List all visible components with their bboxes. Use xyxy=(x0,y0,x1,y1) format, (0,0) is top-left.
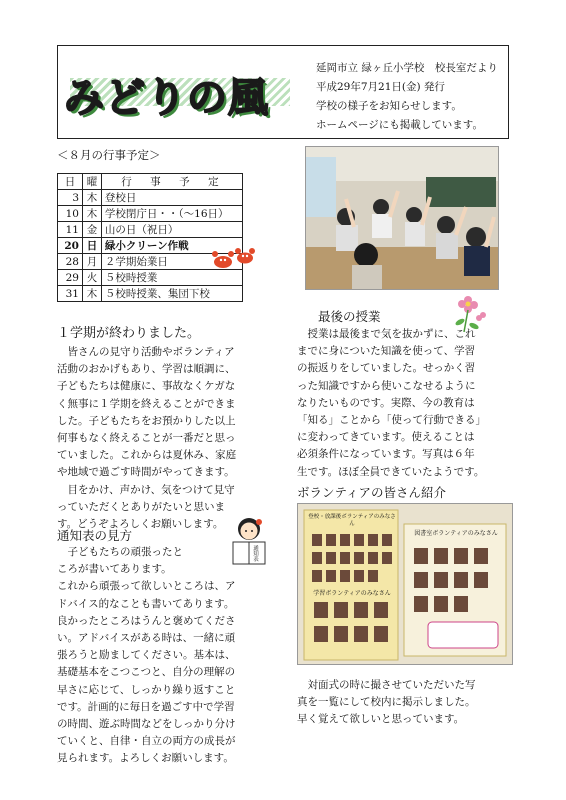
cell-event: ２学期始業日 xyxy=(101,254,242,270)
cell-event: 緑小クリーン作戦 xyxy=(101,238,242,254)
article-title: １学期が終わりました。 xyxy=(57,326,201,341)
text-line: 基礎基本をこつこつと、自分の理解の xyxy=(57,666,236,679)
text-line: 見られます。よろしくお願いします。 xyxy=(57,752,234,765)
text-line: に変わってきています。使えることは xyxy=(297,431,475,444)
text-line: 「知る」ことから「使って行動できる」 xyxy=(297,414,486,427)
col-header-dow: 曜 xyxy=(83,174,102,190)
text-line: や地域で過ごす時間がやってきます。 xyxy=(57,466,235,479)
text-line: 真を一覧にして校内に掲示しました。 xyxy=(297,696,476,709)
article-body xyxy=(297,677,511,729)
text-line: 目をかけ、声かけ、気をつけて見守 xyxy=(57,483,235,496)
cell-dow: 日 xyxy=(83,238,102,254)
table-row xyxy=(58,190,243,206)
crab-icon xyxy=(210,246,258,272)
text-line: った知識ですから使いこなせるように xyxy=(297,379,476,392)
cell-day: 10 xyxy=(58,206,83,222)
text-line: なりたいものです。実際、今の教育は xyxy=(297,396,475,409)
cell-day: 3 xyxy=(58,190,83,206)
article-body xyxy=(57,544,271,768)
text-line: っていただくとありがたいと思いま xyxy=(57,500,225,513)
text-line: ていました。これからは夏休み、家庭 xyxy=(57,449,237,462)
text-line: 早さに応じて、しっかり繰り返すこと xyxy=(57,683,236,696)
school-name: 延岡市立 緑ヶ丘小学校 校長室だより xyxy=(316,62,498,74)
table-row xyxy=(58,206,243,222)
article-body xyxy=(57,344,271,533)
cell-day: 11 xyxy=(58,222,83,238)
text-line: 生です。ほぼ全員できていたようです。 xyxy=(297,465,485,478)
cell-day: 31 xyxy=(58,286,83,302)
text-line: した。子どもたちをお預かりした以上 xyxy=(57,414,236,427)
cell-dow: 金 xyxy=(83,222,102,238)
volunteer-poster-photo xyxy=(297,503,513,665)
poster-caption: 登校・放課後ボランティアのみなさん xyxy=(308,514,396,527)
cell-dow: 木 xyxy=(83,286,102,302)
cell-dow: 木 xyxy=(83,190,102,206)
text-line: 対面式の時に撮させていただいた写 xyxy=(297,679,476,691)
cell-day: 29 xyxy=(58,270,83,286)
schedule-table xyxy=(57,173,243,302)
poster-caption: 学習ボランティアのみなさん xyxy=(313,590,391,597)
text-line: 皆さんの見守り活動やボランティア xyxy=(57,346,235,358)
article-title: ボランティアの皆さん紹介 xyxy=(297,485,447,500)
text-line: 授業は最後まで気を抜かずに、これ xyxy=(297,328,476,340)
masthead-title: みどりの風 xyxy=(64,75,269,121)
text-line: 張ろうと励ましてください。基本は、 xyxy=(57,649,236,662)
col-header-day: 日 xyxy=(58,174,83,190)
article-body xyxy=(297,326,511,481)
cell-dow: 木 xyxy=(83,206,102,222)
text-line: 必須条件になっています。写真は６年 xyxy=(297,448,475,461)
text-line: す。どうぞよろしくお願いします。 xyxy=(57,518,224,531)
text-line: ころが書いてあります。 xyxy=(57,563,172,576)
cell-dow: 火 xyxy=(83,270,102,286)
text-line: です。計画的に毎日を過ごす中で学習 xyxy=(57,700,235,713)
text-line: 何事もなく終えることが一番だと思っ xyxy=(57,432,236,445)
header-note: 学校の様子をお知らせします。 xyxy=(316,100,462,112)
cell-event: ５校時授業、集団下校 xyxy=(101,286,242,302)
text-line: ていくと、自律・自立の両方の成長が xyxy=(57,735,236,748)
text-line: の振返りをしていました。せっかく習 xyxy=(297,362,476,375)
text-line: までに身についた知識を使って、学習 xyxy=(297,345,476,358)
text-line: これから頑張って欲しいところは、ア xyxy=(57,580,236,593)
poster-caption: 図書室ボランティアのみなさん xyxy=(414,530,498,537)
text-line: 良かったところはうんと褒めてくださ xyxy=(57,614,236,627)
schedule-heading: ＜８月の行事予定＞ xyxy=(57,148,161,162)
text-line: ドバイス的なことも書いてあります。 xyxy=(57,597,235,610)
book-label: 通知表 xyxy=(252,545,258,562)
text-line: い。アドバイスがある時は、一緒に頑 xyxy=(57,632,236,645)
table-row xyxy=(58,222,243,238)
cell-event: 登校日 xyxy=(101,190,242,206)
issue-date: 平成29年7月21日(金) 発行 xyxy=(316,81,445,93)
text-line: 活動のおかげもあり、学習は順調に、 xyxy=(57,363,236,376)
cell-event: 山の日（祝日） xyxy=(101,222,242,238)
text-line: 子どもたちは健康に、事故なくケガな xyxy=(57,380,236,393)
article-title: 最後の授業 xyxy=(318,309,381,324)
header-note: ホームページにも掲載しています。 xyxy=(316,119,483,131)
article-title: 通知表の見方 xyxy=(57,528,133,543)
cell-event: ５校時授業 xyxy=(101,270,242,286)
text-line: 子どもたちの頑張ったと xyxy=(57,546,183,558)
cell-dow: 月 xyxy=(83,254,102,270)
table-header-row xyxy=(58,174,243,190)
text-line: の時間、遊ぶ時間などをしっかり分け xyxy=(57,718,236,731)
classroom-photo xyxy=(305,146,499,290)
cell-day: 28 xyxy=(58,254,83,270)
text-line: 早く覚えて欲しいと思っています。 xyxy=(297,713,465,726)
col-header-event: 行 事 予 定 xyxy=(101,174,242,190)
cell-event: 学校閉庁日・・（～16日） xyxy=(101,206,242,222)
cell-day: 20 xyxy=(58,238,83,254)
header-info xyxy=(316,59,498,135)
table-row xyxy=(58,286,243,302)
text-line: く無事に１学期を終えることができま xyxy=(57,397,236,410)
